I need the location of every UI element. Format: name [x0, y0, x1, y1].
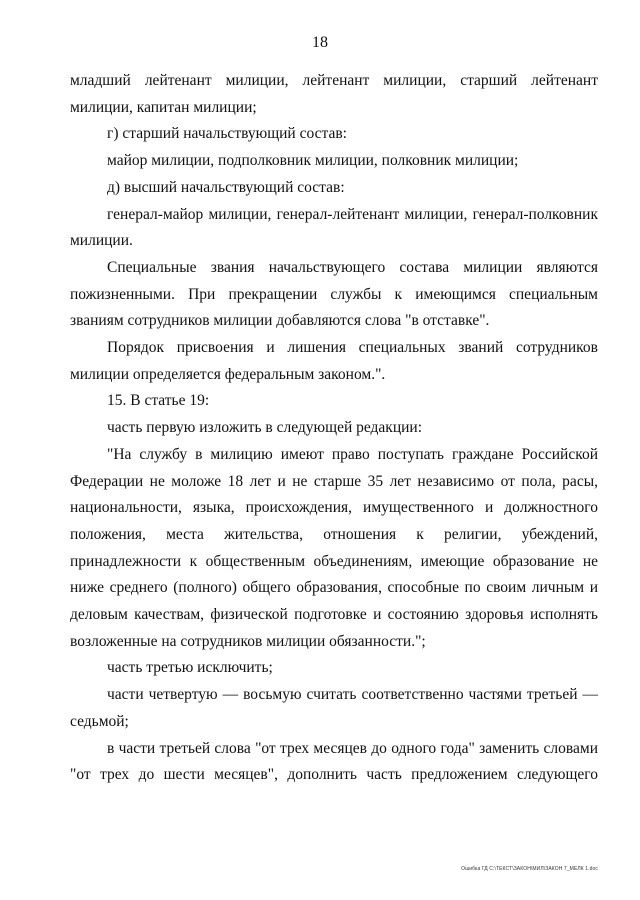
paragraph-service-eligibility: "На службу в милицию имеют право поступать граждане Российской Федерации не моложе 18 лет и не старше 35 лет независимо от пола, расы, национальности, языка, происхождения, имущественного и должностного положения, места жительства, отношения к религии, убеждений, принадлежности к общественным объединениям, имеющие образование не ниже среднего (полного) общего образования, способные по своим личным и деловым качествам, физической подготовке и состоянию здоровья исполнять возложенные на сотрудников милиции обязанности.";: [70, 445, 598, 650]
paragraph-senior-staff-heading: г) старший начальствующий состав:: [107, 125, 347, 143]
footer-file-path: Ошибка ГД C:\ТЕКСТ\ЗАКОН\МИЛ\ЗАКОН 7_МЕЛК 1.doc: [461, 866, 598, 872]
paragraph-top-staff-heading: д) высший начальствующий состав:: [107, 178, 345, 196]
paragraph-part-one-instruction: часть первую изложить в следующей редакции:: [107, 419, 423, 437]
paragraph-part-three-delete: часть третью исключить;: [107, 659, 273, 677]
paragraph-senior-staff-ranks: майор милиции, подполковник милиции, полковник милиции;: [107, 152, 519, 170]
paragraph-ranks-junior-continued: младший лейтенант милиции, лейтенант милиции, старший лейтенант милиции, капитан милиции;: [70, 72, 598, 116]
paragraph-part-three-amend: в части третьей слова "от трех месяцев до одного года" заменить словами "от трех до шести месяцев", дополнить часть предложением следующего: [70, 739, 598, 784]
paragraph-rank-procedure: Порядок присвоения и лишения специальных званий сотрудников милиции определяется федеральным законом.".: [70, 339, 598, 383]
paragraph-top-staff-ranks: генерал-майор милиции, генерал-лейтенант милиции, генерал-полковник милиции.: [70, 205, 598, 250]
document-body: [70, 68, 598, 789]
paragraph-article-19-heading: 15. В статье 19:: [107, 392, 210, 410]
paragraph-renumber-parts: части четвертую — восьмую считать соответственно частями третьей — седьмой;: [70, 686, 598, 730]
paragraph-lifetime-ranks: Специальные звания начальствующего состава милиции являются пожизненными. При прекращении службы к имеющимся специальным званиям сотрудников милиции добавляются слова "в отставке".: [70, 258, 598, 330]
page-number: 18: [312, 34, 328, 51]
